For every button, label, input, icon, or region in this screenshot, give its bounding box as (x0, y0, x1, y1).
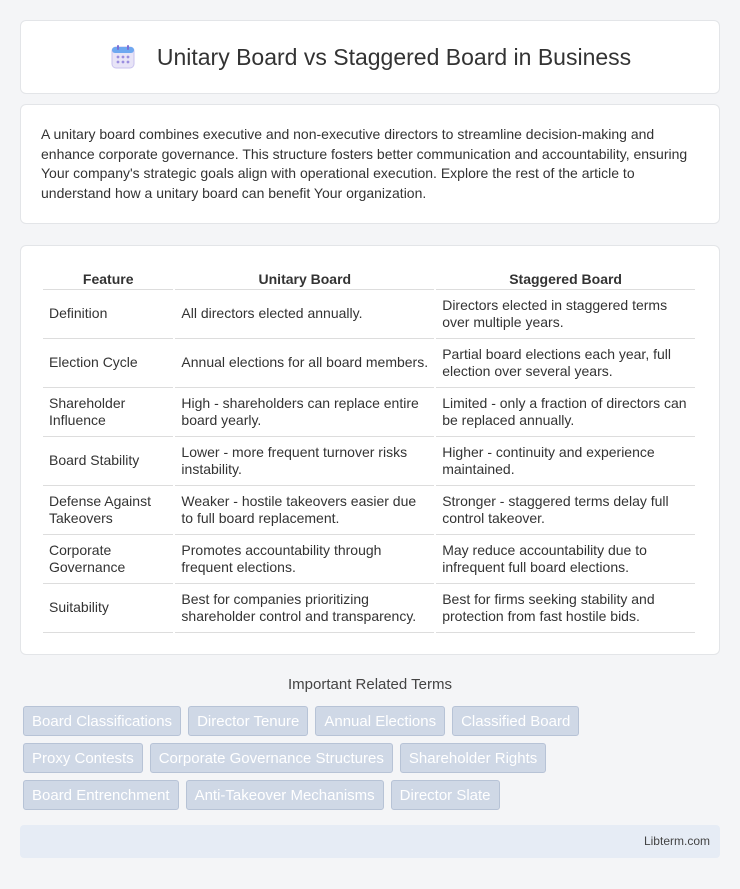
comparison-table (41, 266, 697, 633)
table-row (43, 535, 695, 584)
table-cell: Annual elections for all board members. (175, 339, 434, 388)
tag-link[interactable]: Director Tenure (188, 706, 308, 736)
table-row (43, 437, 695, 486)
table-cell: High - shareholders can replace entire board yearly. (175, 388, 434, 437)
footer (20, 825, 720, 858)
table-cell: Directors elected in staggered terms over multiple years. (436, 290, 695, 339)
tag-row (23, 706, 723, 736)
table-row (43, 339, 695, 388)
intro-text: A unitary board combines executive and non-executive directors to streamline decision-making and enhance corporate governance. This structure fosters better communication and accountability, ensuring Your company's strategic goals align with operational execution. Explore the rest of the article to understand how a unitary board can benefit Your organization. (41, 126, 688, 201)
table-row (43, 290, 695, 339)
tag-link[interactable]: Board Classifications (23, 706, 181, 736)
table-cell: Board Stability (43, 437, 173, 486)
table-row (43, 486, 695, 535)
page-title: Unitary Board vs Staggered Board in Business (156, 43, 632, 70)
calendar-icon (109, 43, 137, 71)
tag-link[interactable]: Corporate Governance Structures (150, 743, 393, 773)
table-cell: Weaker - hostile takeovers easier due to full board replacement. (175, 486, 434, 535)
tag-row (23, 780, 723, 810)
comparison-card (20, 245, 720, 655)
tag-link[interactable]: Annual Elections (315, 706, 445, 736)
tag-link[interactable]: Anti-Takeover Mechanisms (186, 780, 384, 810)
column-header: Feature (43, 266, 173, 290)
related-terms-title: Important Related Terms (288, 676, 452, 693)
table-row (43, 388, 695, 437)
tag-link[interactable]: Classified Board (452, 706, 579, 736)
table-cell: Stronger - staggered terms delay full control takeover. (436, 486, 695, 535)
table-cell: Best for firms seeking stability and protection from fast hostile bids. (436, 584, 695, 633)
table-cell: Corporate Governance (43, 535, 173, 584)
table-cell: Partial board elections each year, full election over several years. (436, 339, 695, 388)
tag-link[interactable]: Proxy Contests (23, 743, 143, 773)
column-header: Unitary Board (175, 266, 434, 290)
tag-link[interactable]: Director Slate (391, 780, 500, 810)
header-card (20, 20, 720, 94)
tag-row (23, 743, 723, 773)
table-header-row (43, 266, 695, 290)
table-cell: Best for companies prioritizing shareholder control and transparency. (175, 584, 434, 633)
tag-link[interactable]: Shareholder Rights (400, 743, 546, 773)
table-cell: Shareholder Influence (43, 388, 173, 437)
table-cell: Lower - more frequent turnover risks instability. (175, 437, 434, 486)
table-cell: Higher - continuity and experience maintained. (436, 437, 695, 486)
footer-site-link[interactable]: Libterm.com (643, 834, 710, 848)
table-cell: Definition (43, 290, 173, 339)
table-cell: Suitability (43, 584, 173, 633)
table-cell: Election Cycle (43, 339, 173, 388)
table-cell: Promotes accountability through frequent elections. (175, 535, 434, 584)
tag-link[interactable]: Board Entrenchment (23, 780, 179, 810)
intro-card (20, 104, 720, 224)
column-header: Staggered Board (436, 266, 695, 290)
related-terms (23, 706, 723, 817)
table-cell: Limited - only a fraction of directors can be replaced annually. (436, 388, 695, 437)
table-cell: Defense Against Takeovers (43, 486, 173, 535)
table-cell: May reduce accountability due to infrequent full board elections. (436, 535, 695, 584)
table-cell: All directors elected annually. (175, 290, 434, 339)
table-row (43, 584, 695, 633)
